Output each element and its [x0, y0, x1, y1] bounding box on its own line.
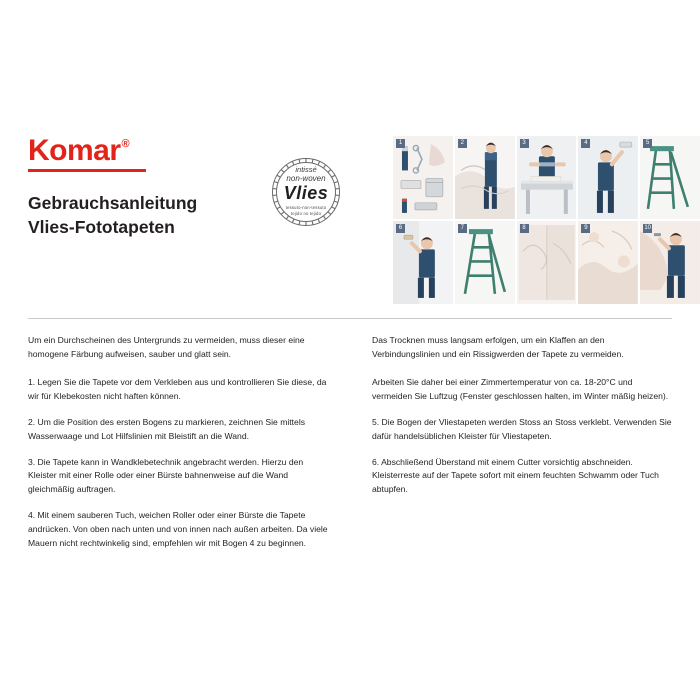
step-badge: 8 [520, 224, 529, 233]
step-badge: 6 [396, 224, 405, 233]
step-badge: 10 [644, 225, 652, 231]
step-image-4 [578, 136, 638, 219]
step-badge: 7 [458, 224, 467, 233]
step-image-2 [455, 136, 515, 219]
instruction-paragraph: Arbeiten Sie daher bei einer Zimmertemperatur von ca. 18-20°C und vermeiden Sie Luftzug (Fenster geschlossen halten, im Winter mäßig heizen). [372, 376, 669, 401]
step-image-7 [455, 221, 515, 304]
seal-line-tessuto: tessuto-non-tessuto [285, 205, 327, 210]
brand-name: Komar [28, 134, 121, 167]
brand-underline [28, 169, 146, 172]
brand-block [28, 136, 243, 239]
seal-line-nonwoven: non-woven [286, 174, 326, 183]
instruction-paragraph: 4. Mit einem sauberen Tuch, weichen Roller oder einer Bürste die Tapete andrücken. Von oben nach unten und von innen nach außen arbeiten. Da viele Mauern nicht rechtwinkelig sind, empfehlen wir mit Bogen 4 zu beginnen. [28, 510, 328, 549]
step-badge: 4 [581, 139, 590, 148]
step-badge: 2 [458, 139, 467, 148]
page-title-line1: Gebrauchsanleitung [28, 193, 198, 213]
registered-mark-icon: ® [121, 138, 130, 150]
vlies-seal-text [260, 146, 352, 238]
instructions-column-right [372, 334, 672, 509]
step-badge: 3 [520, 139, 529, 148]
header [28, 128, 672, 313]
seal-line-tejido: tejido no tejido [290, 211, 322, 216]
step-badge: 1 [396, 139, 405, 148]
brand-logo [28, 136, 128, 166]
instruction-paragraph: 5. Die Bogen der Vliestapeten werden Stoss an Stoss verklebt. Verwenden Sie dafür handelsüblichen Kleister für Vliestapeten. [372, 416, 672, 441]
step-image-9 [578, 221, 638, 304]
instruction-paragraph: 3. Die Tapete kann in Wandklebetechnik angebracht werden. Hierzu den Kleister mit einer Rolle oder einer Bürste bahnenweise auf die Wand gleichmäßig auftragen. [28, 456, 304, 495]
step-badge: 5 [643, 139, 652, 148]
instruction-paragraph: 1. Legen Sie die Tapete vor dem Verkleben aus und kontrollieren Sie diese, da wir für Klebekosten nicht haften können. [28, 376, 327, 401]
step-image-3 [517, 136, 577, 219]
divider [28, 318, 672, 319]
step-image-8 [517, 221, 577, 304]
step-image-6 [393, 221, 453, 304]
instruction-paragraph: Um ein Durchscheinen des Untergrunds zu vermeiden, muss dieser eine homogene Färbung aufweisen, sauber und glatt sein. [28, 335, 305, 359]
step-image-10 [640, 221, 700, 304]
step-images-grid [393, 136, 700, 304]
step-image-1 [393, 136, 453, 219]
step-image-5 [640, 136, 700, 219]
vlies-seal [260, 146, 352, 238]
instruction-paragraph: 6. Abschließend Überstand mit einem Cutter vorsichtig abschneiden. Kleisterreste auf der Tapete sofort mit einem feuchten Schwamm oder Tuch abtupfen. [372, 456, 659, 495]
page-title-line2: Vlies-Fototapeten [28, 216, 175, 237]
instructions-column-left [28, 334, 328, 563]
instruction-paragraph: Das Trocknen muss langsam erfolgen, um ein Klaffen an den Verbindungslinien und ein Rissigwerden der Tapete zu vermeiden. [372, 335, 624, 359]
page-title [28, 192, 243, 239]
seal-line-intisse: intissé [295, 165, 317, 174]
instruction-paragraph: 2. Um die Position des ersten Bogens zu markieren, zeichnen Sie mittels Wasserwaage und Lot Hilfslinien mit Bleistift an die Wand. [28, 416, 306, 441]
seal-line-vlies: Vlies [283, 183, 329, 203]
step-badge: 9 [581, 224, 590, 233]
